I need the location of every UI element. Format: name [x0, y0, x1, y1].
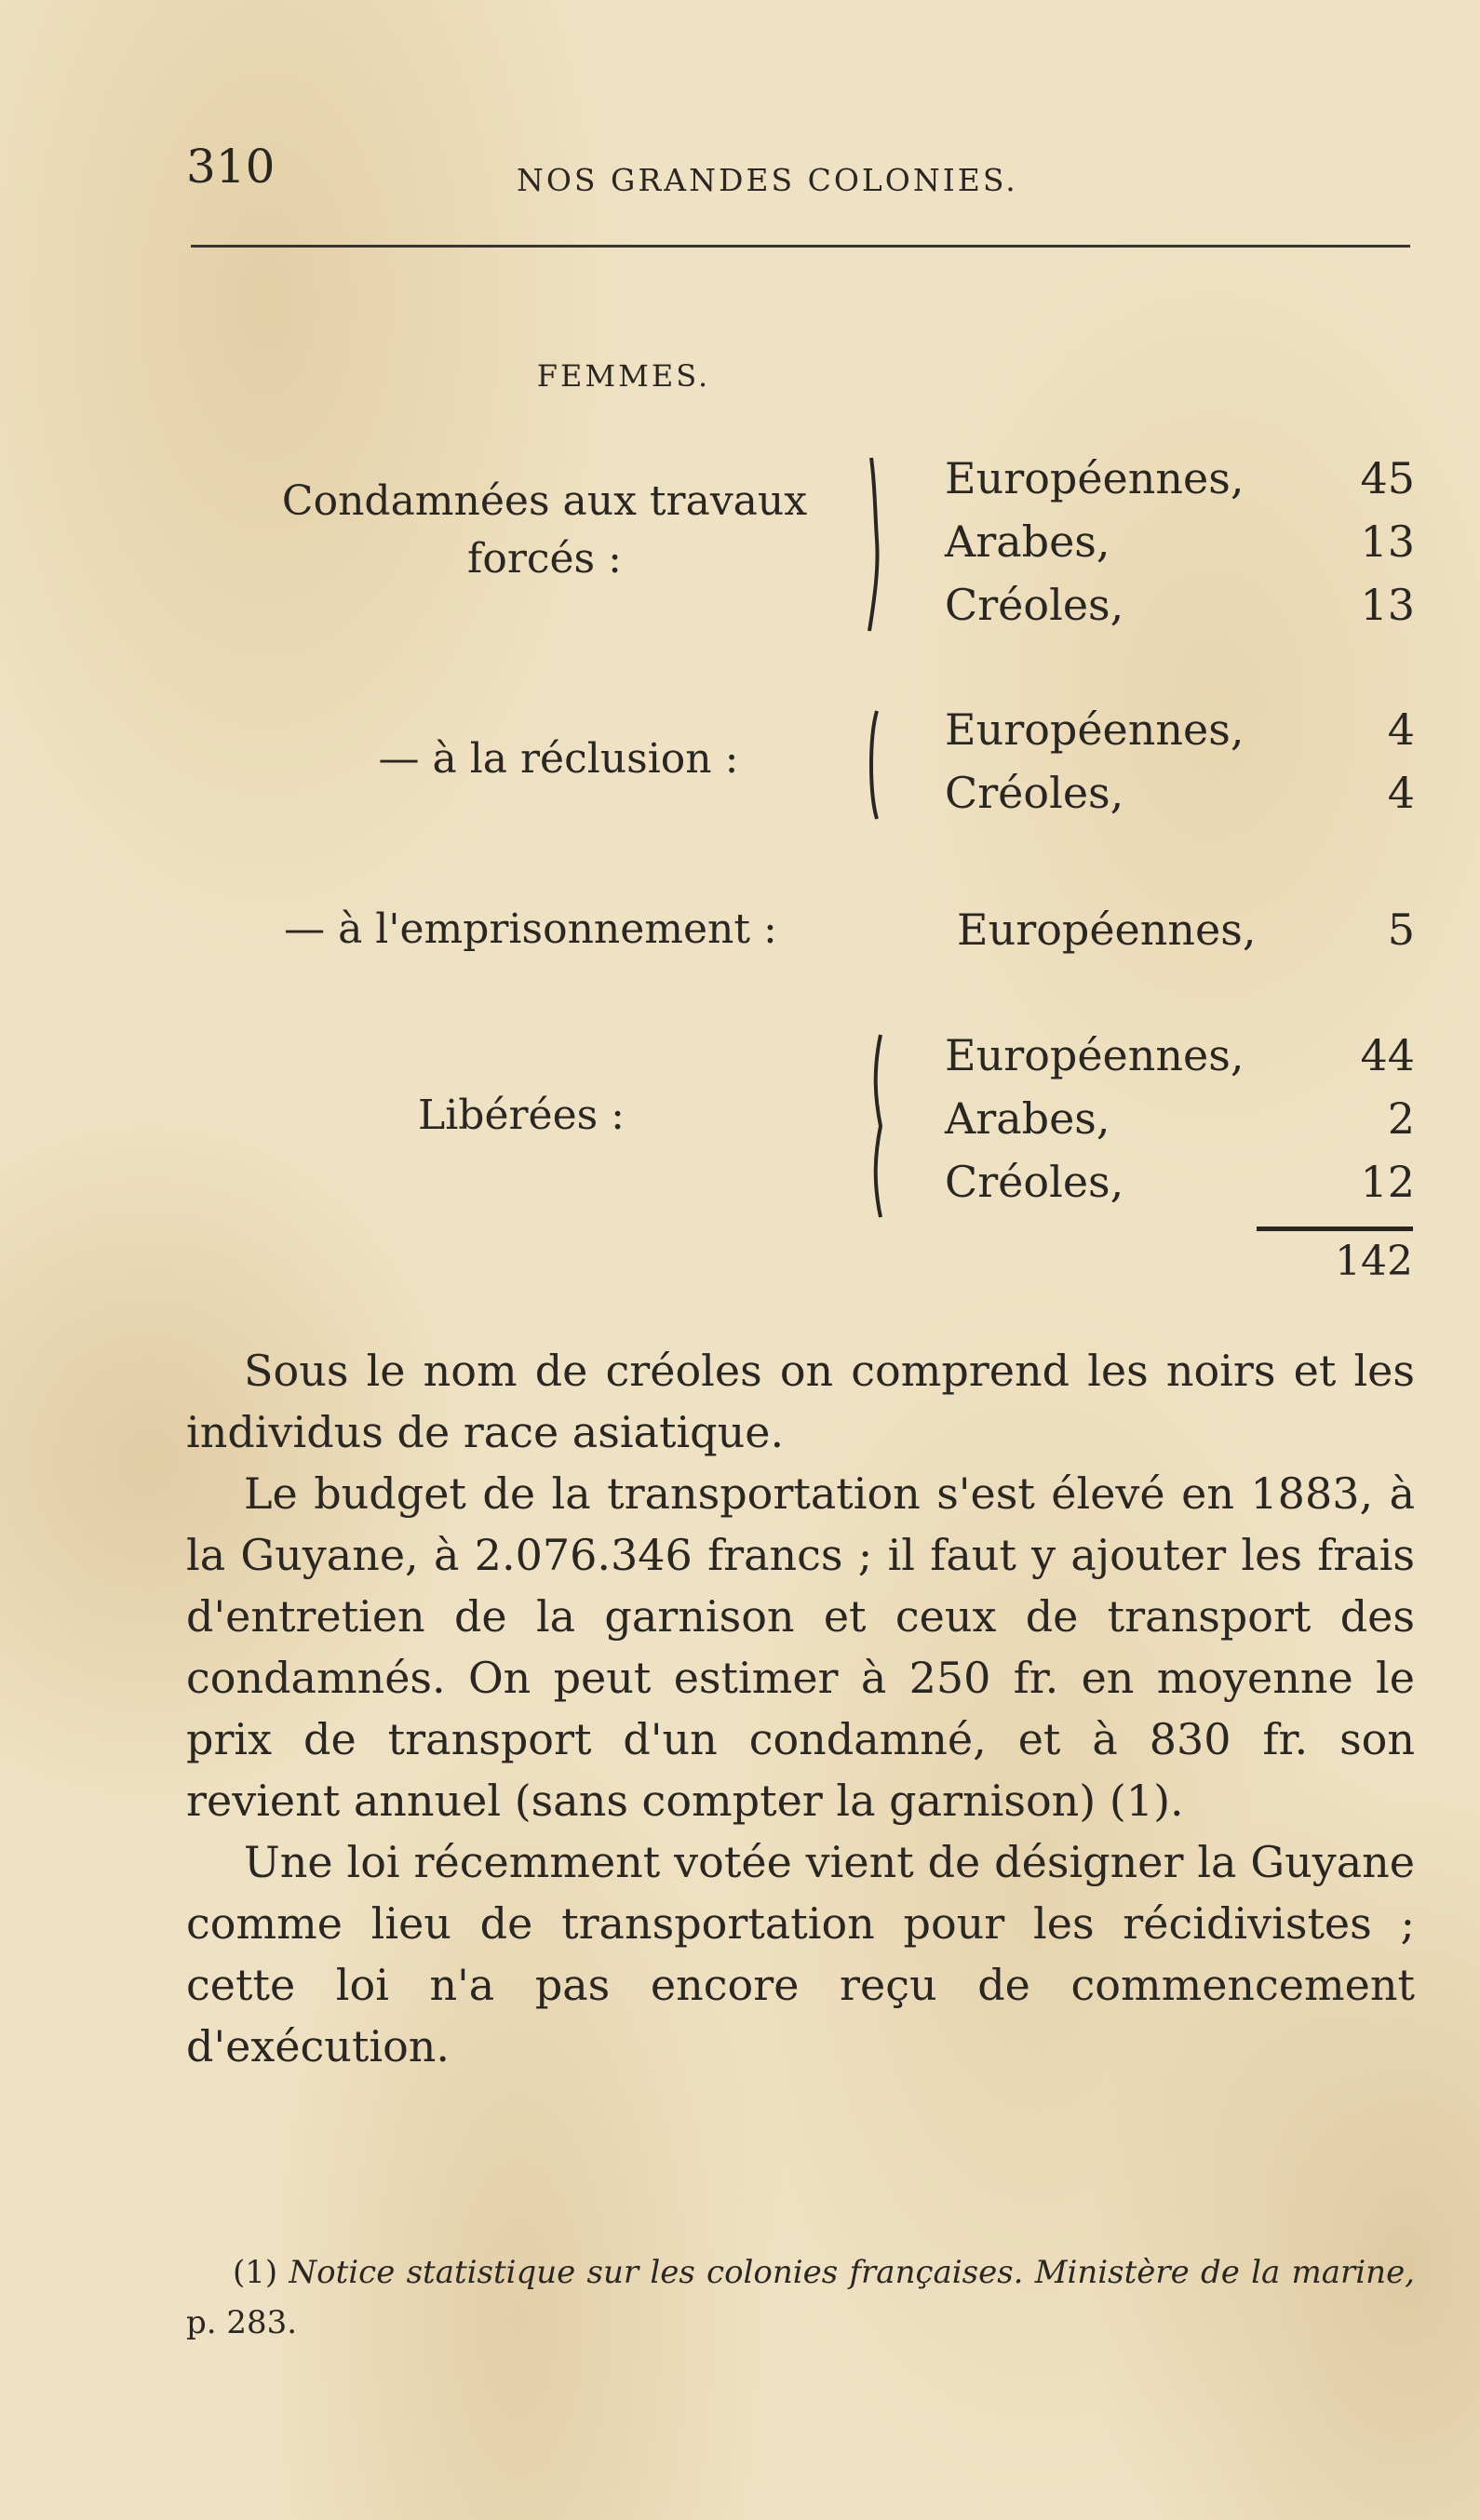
group-label: Condamnées aux travaux forcés : — [281, 477, 808, 583]
total-rule — [1257, 1226, 1413, 1231]
table-row: Arabes, 13 — [945, 516, 1415, 567]
group-label: — à l'emprisonnement : — [284, 905, 777, 953]
footnote-page-ref: p. 283. — [186, 2304, 298, 2341]
page-number: 310 — [186, 140, 276, 194]
table-row: Européennes, 45 — [945, 453, 1415, 503]
table-row: Créoles, 12 — [945, 1157, 1415, 1207]
brace-icon — [866, 1033, 888, 1219]
section-heading: FEMMES. — [536, 358, 711, 394]
header-rule — [191, 245, 1410, 248]
brace-icon — [864, 456, 886, 633]
table-row: Créoles, 13 — [945, 580, 1415, 630]
table-group-travaux-forces — [186, 447, 1415, 651]
table-row: Européennes, 4 — [945, 704, 1415, 755]
table-total: 142 — [1335, 1238, 1413, 1285]
group-label: Libérées : — [418, 1092, 625, 1139]
table-row: Européennes, 5 — [957, 905, 1415, 955]
table-group-reclusion — [186, 698, 1415, 838]
table-group-emprisonnement — [186, 898, 1415, 963]
table-group-liberees — [186, 1024, 1415, 1228]
group-label: — à la réclusion : — [378, 735, 739, 783]
brace-icon — [862, 709, 884, 821]
page-header — [186, 140, 1415, 205]
table-row: Créoles, 4 — [945, 768, 1415, 818]
paragraph: Sous le nom de créoles on comprend les noirs et les individus de race asiatique. — [186, 1346, 1415, 1457]
footnote-title: Notice statistique sur les colonies françaises. Ministère de la marine, — [289, 2254, 1415, 2291]
running-title: NOS GRANDES COLONIES. — [517, 162, 1018, 198]
footnote — [186, 2247, 1415, 2348]
body-text — [186, 1340, 1415, 2077]
table-row: Arabes, 2 — [945, 1093, 1415, 1144]
table-row: Européennes, 44 — [945, 1030, 1415, 1080]
paragraph: Le budget de la transportation s'est élevé en 1883, à la Guyane, à 2.076.346 francs ; il faut y ajouter les frais d'entretien de la garnison et ceux de transport des condamnés. On peut estimer à 250 fr. en moyenne le prix de transport d'un condamné, et à 830 fr. son revient annuel (sans compter la garnison) (1). — [186, 1468, 1415, 1826]
paragraph: Une loi récemment votée vient de désigner la Guyane comme lieu de transportation pour les récidivistes ; cette loi n'a pas encore reçu de commencement d'exécution. — [186, 1837, 1415, 2071]
footnote-marker: (1) — [233, 2254, 278, 2291]
